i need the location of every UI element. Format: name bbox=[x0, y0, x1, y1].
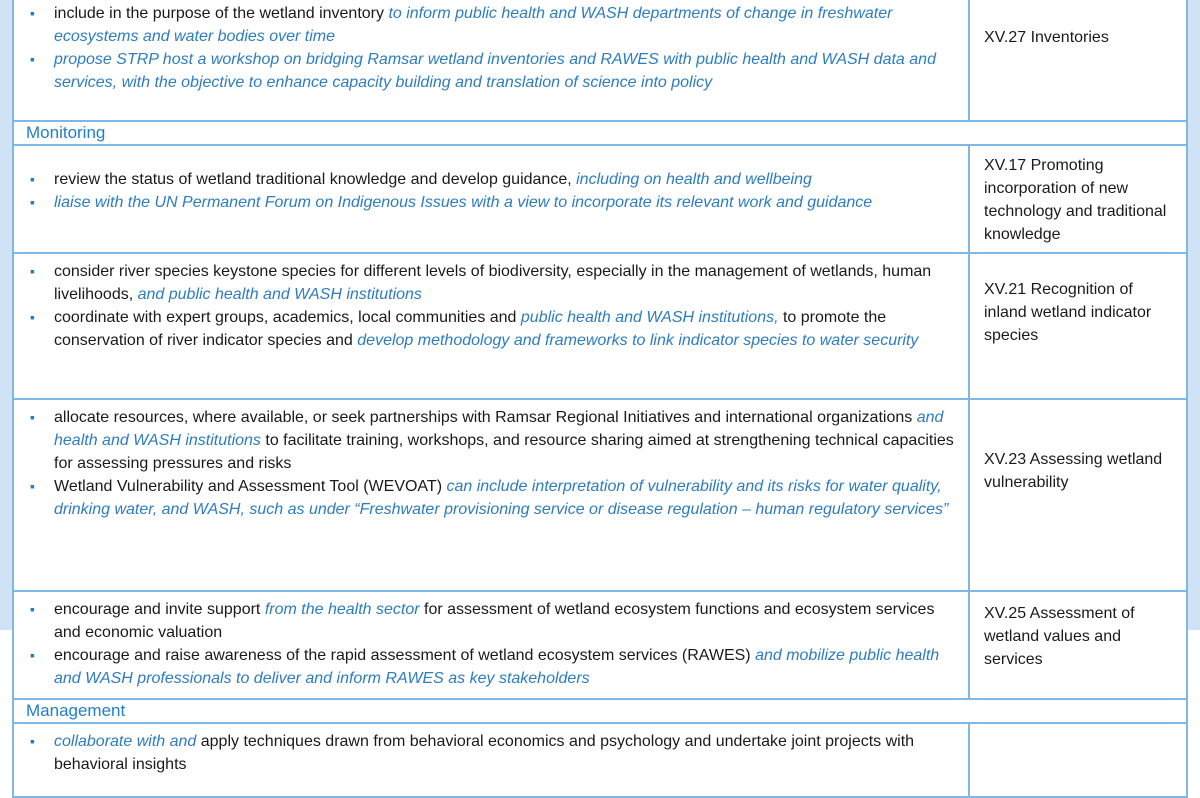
left-border-band bbox=[0, 0, 12, 630]
item-text: encourage and raise awareness of the rapid assessment of wetland ecosystem services (RAWES) bbox=[54, 647, 756, 664]
item-text: review the status of wetland traditional knowledge and develop guidance, bbox=[54, 171, 577, 188]
list-item bbox=[30, 260, 958, 306]
list-item bbox=[30, 644, 958, 690]
actions-cell bbox=[13, 399, 969, 591]
item-text: for assessment of wetland ecosystem functions and ecosystem services and economic valuation bbox=[54, 601, 935, 641]
item-italic-text: to inform public health and WASH departments of change in freshwater ecosystems and water bodies over time bbox=[54, 5, 893, 45]
item-italic-text: from the health sector bbox=[264, 601, 420, 618]
item-text: coordinate with expert groups, academics, local communities and bbox=[54, 309, 521, 326]
table-row bbox=[13, 591, 1187, 699]
table-row bbox=[13, 723, 1187, 797]
item-italic-text: including on health and wellbeing bbox=[576, 171, 812, 188]
section-row bbox=[13, 699, 1187, 723]
section-cell bbox=[13, 699, 1187, 723]
list-item bbox=[30, 475, 958, 521]
item-text: encourage and invite support bbox=[54, 601, 265, 618]
item-italic-text: develop methodology and frameworks to link indicator species to water security bbox=[357, 332, 919, 349]
actions-cell bbox=[13, 0, 969, 121]
action-list bbox=[14, 0, 968, 98]
item-italic-text: propose STRP host a workshop on bridging Ramsar wetland inventories and RAWES with public health and WASH data and services, with the objective to enhance capacity building and translation of science into policy bbox=[54, 51, 936, 91]
item-text: to facilitate training, workshops, and resource sharing aimed at strengthening technical capacities for assessing pressures and risks bbox=[54, 432, 954, 472]
item-text: consider river species keystone species for different levels of biodiversity, especially in the management of wetlands, human livelihoods, bbox=[54, 263, 932, 303]
list-item bbox=[30, 48, 958, 94]
actions-cell bbox=[13, 723, 969, 797]
section-heading-monitoring: Monitoring bbox=[26, 123, 106, 142]
item-italic-text: and health and WASH institutions bbox=[54, 409, 944, 449]
item-text: to promote the conservation of river indicator species and bbox=[54, 309, 887, 349]
item-italic-text: collaborate with and bbox=[54, 733, 197, 750]
action-list bbox=[14, 146, 968, 218]
list-item bbox=[30, 306, 958, 352]
item-italic-text: public health and WASH institutions, bbox=[520, 309, 779, 326]
resolutions-table bbox=[12, 0, 1188, 798]
item-text: apply techniques drawn from behavioral economics and psychology and undertake joint projects with behavioral insights bbox=[54, 733, 915, 773]
action-list bbox=[14, 400, 968, 525]
list-item bbox=[30, 730, 958, 776]
table-row bbox=[13, 253, 1187, 399]
actions-cell bbox=[13, 591, 969, 699]
item-italic-text: and public health and WASH institutions bbox=[137, 286, 422, 303]
action-list bbox=[14, 724, 968, 780]
list-item bbox=[30, 598, 958, 644]
actions-cell bbox=[13, 145, 969, 253]
list-item bbox=[30, 168, 958, 191]
resolution-cell: XV.25 Assessment of wetland values and services bbox=[969, 591, 1187, 699]
resolution-cell bbox=[969, 723, 1187, 797]
item-italic-text: can include interpretation of vulnerability and its risks for water quality, drinking water, and WASH, such as under “Freshwater provisioning service or disease regulation – human regulatory services” bbox=[54, 478, 949, 518]
item-text: allocate resources, where available, or seek partnerships with Ramsar Regional Initiatives and international organizations bbox=[54, 409, 917, 426]
section-row bbox=[13, 121, 1187, 145]
item-text: include in the purpose of the wetland inventory bbox=[54, 5, 389, 22]
list-item bbox=[30, 406, 958, 475]
resolution-cell: XV.21 Recognition of inland wetland indicator species bbox=[969, 253, 1187, 399]
action-list bbox=[14, 592, 968, 694]
item-text: Wetland Vulnerability and Assessment Tool (WEVOAT) bbox=[54, 478, 447, 495]
resolution-cell: XV.17 Promoting incorporation of new technology and traditional knowledge bbox=[969, 145, 1187, 253]
table-row bbox=[13, 0, 1187, 121]
item-italic-text: and mobilize public health and WASH professionals to deliver and inform RAWES as key stakeholders bbox=[54, 647, 940, 687]
list-item bbox=[30, 191, 958, 214]
section-cell bbox=[13, 121, 1187, 145]
action-list bbox=[14, 254, 968, 356]
list-item bbox=[30, 2, 958, 48]
resolution-cell: XV.23 Assessing wetland vulnerability bbox=[969, 399, 1187, 591]
resolution-cell: XV.27 Inventories bbox=[969, 0, 1187, 121]
table-row bbox=[13, 399, 1187, 591]
actions-cell bbox=[13, 253, 969, 399]
table-row bbox=[13, 145, 1187, 253]
item-italic-text: liaise with the UN Permanent Forum on Indigenous Issues with a view to incorporate its relevant work and guidance bbox=[54, 194, 873, 211]
section-heading-management: Management bbox=[26, 701, 126, 720]
right-border-band bbox=[1186, 0, 1200, 630]
